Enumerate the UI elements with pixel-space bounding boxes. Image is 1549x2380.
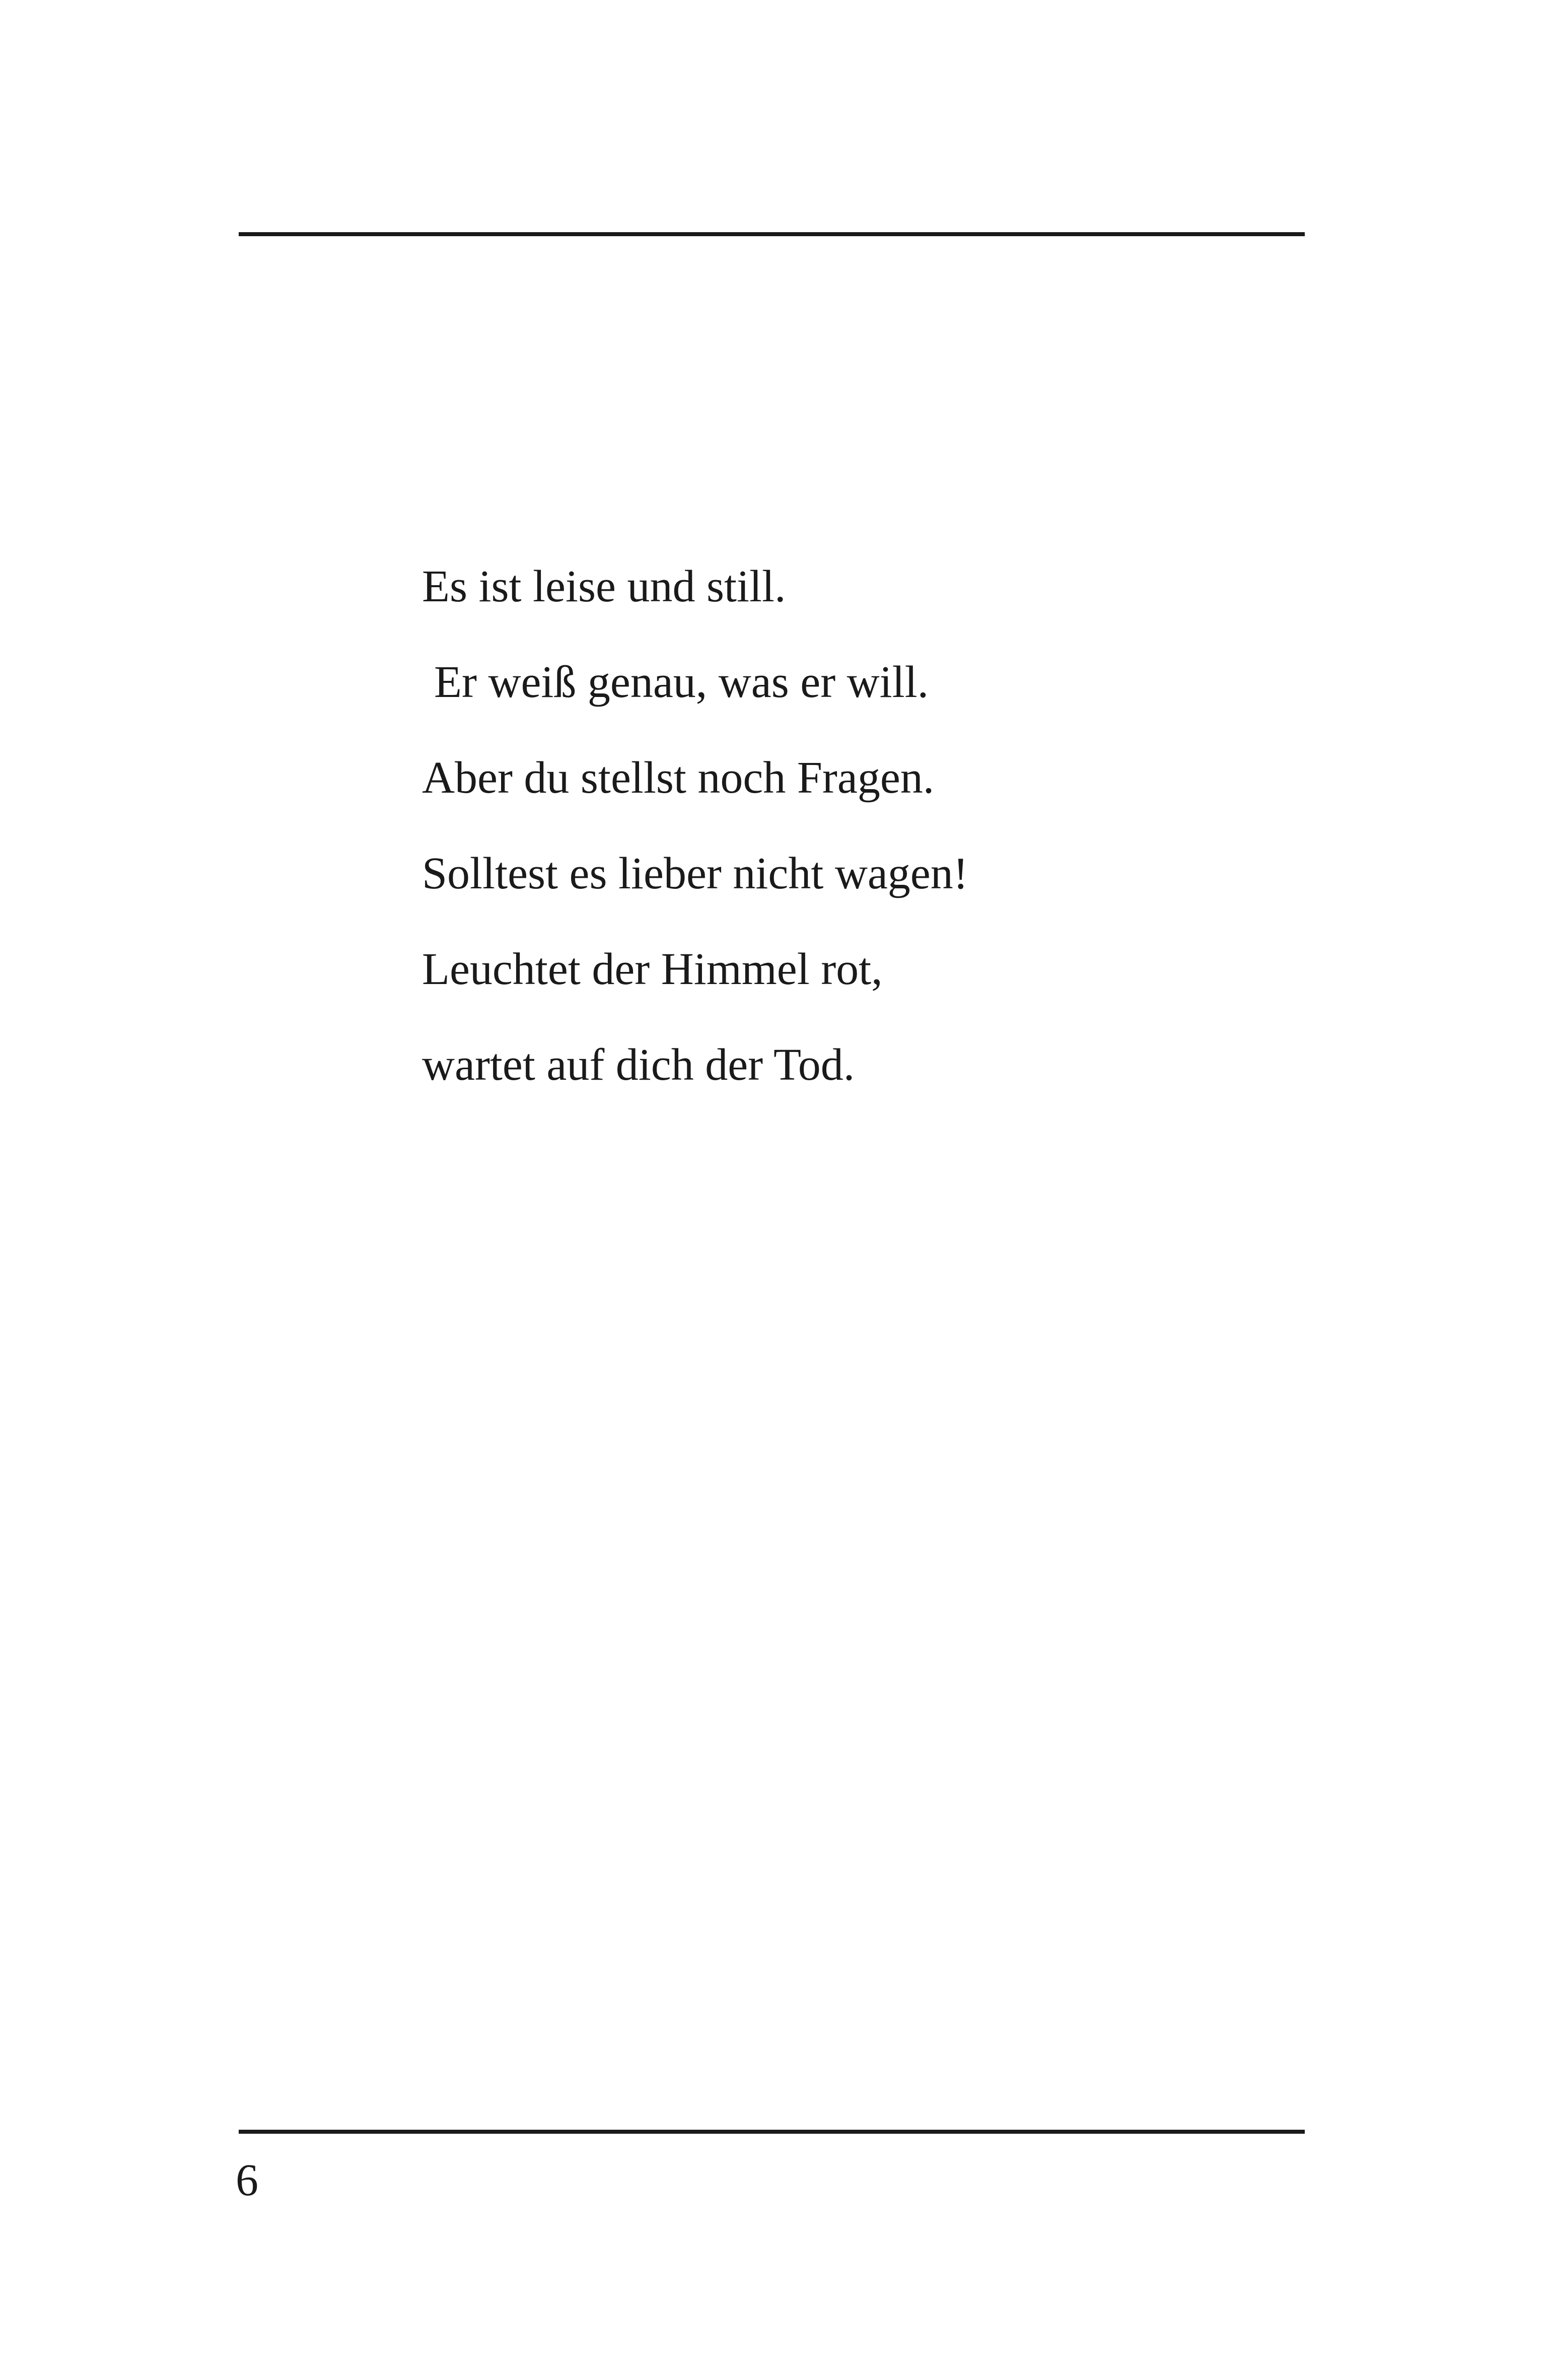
footer-rule: [239, 2130, 1305, 2134]
poem-stanza: [422, 539, 968, 1113]
page-number: 6: [236, 2155, 258, 2205]
poem-line: Solltest es lieber nicht wagen!: [422, 849, 968, 898]
poem-line: wartet auf dich der Tod.: [422, 1040, 855, 1090]
poem-line: Es ist leise und still.: [422, 562, 786, 611]
poem-line: Leuchtet der Himmel rot,: [422, 944, 883, 994]
poem-line: Aber du stellst noch Fragen.: [422, 753, 935, 803]
poem-line: Er weiß genau, was er will.: [434, 657, 929, 707]
header-rule: [239, 232, 1305, 236]
